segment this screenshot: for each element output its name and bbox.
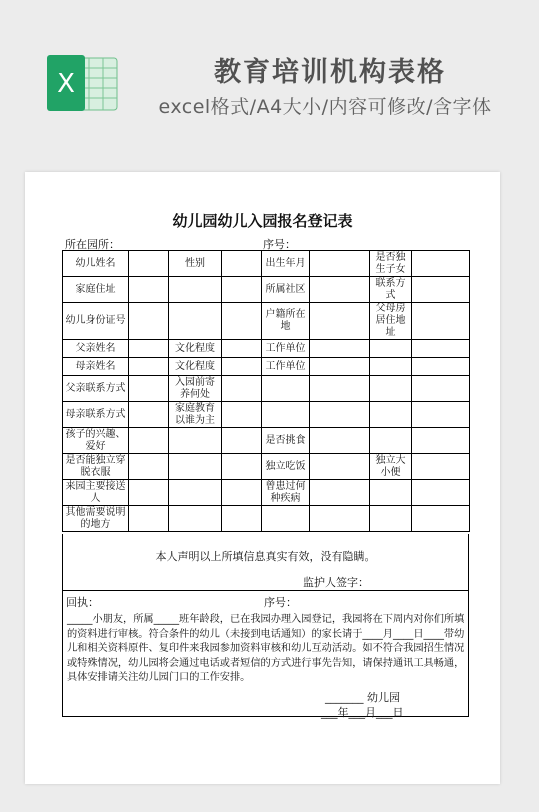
table-cell-blank[interactable] — [310, 454, 370, 480]
table-row — [63, 277, 470, 303]
table-cell-blank[interactable] — [310, 358, 370, 376]
table-cell-blank[interactable] — [222, 480, 262, 506]
table-cell-label: 幼儿姓名 — [63, 251, 129, 277]
table-cell-blank[interactable] — [412, 277, 470, 303]
table-cell-label: 家庭教育以谁为主 — [169, 402, 222, 428]
table-cell-blank[interactable] — [129, 402, 169, 428]
table-cell-blank[interactable] — [129, 340, 169, 358]
declaration-text: 本人声明以上所填信息真实有效，没有隐瞒。 — [155, 550, 376, 563]
table-row — [63, 428, 470, 454]
page-title: 教育培训机构表格 — [214, 57, 446, 88]
table-cell-label: 是否能独立穿脱衣服 — [63, 454, 129, 480]
excel-icon — [45, 52, 120, 114]
table-cell-blank[interactable] — [412, 454, 470, 480]
table-row — [63, 303, 470, 340]
table-cell-label: 工作单位 — [262, 358, 310, 376]
table-cell-blank[interactable] — [310, 277, 370, 303]
table-cell-blank[interactable] — [310, 376, 370, 402]
table-cell-blank[interactable] — [412, 428, 470, 454]
table-cell-blank[interactable] — [412, 340, 470, 358]
table-cell-label: 入园前寄养何处 — [169, 376, 222, 402]
table-cell-label: 是否独生子女 — [370, 251, 412, 277]
table-cell-blank[interactable] — [169, 454, 222, 480]
table-cell-blank[interactable] — [370, 402, 412, 428]
table-cell-blank[interactable] — [310, 340, 370, 358]
table-cell-blank[interactable] — [129, 376, 169, 402]
receipt-body: _____小朋友，所属_____班年龄段，已在我园办理入园登记，我园将在下周内对你们所填的资料进行审核。符合条件的幼儿（未接到电话通知）的家长请于____月____日____带幼儿和相关资料原件、复印件来我园参加资料审核和幼儿互动活动。如不符合我园招生情况或特殊情况，幼儿园将会通过电话或者短信的方式进行事先告知，请保持通讯工具畅通，具体安排请关注幼儿园门口的工作安排。 — [67, 614, 465, 683]
table-cell-label: 父母房居住地址 — [370, 303, 412, 340]
table-cell-blank[interactable] — [129, 428, 169, 454]
table-cell-blank[interactable] — [370, 506, 412, 532]
table-cell-blank[interactable] — [222, 251, 262, 277]
table-cell-label: 来园主要接送人 — [63, 480, 129, 506]
table-cell-blank[interactable] — [222, 358, 262, 376]
table-cell-blank[interactable] — [310, 428, 370, 454]
table-cell-label: 母亲联系方式 — [63, 402, 129, 428]
table-cell-blank[interactable] — [412, 303, 470, 340]
table-cell-blank[interactable] — [129, 480, 169, 506]
table-cell-label: 户籍所在地 — [262, 303, 310, 340]
table-cell-blank[interactable] — [310, 480, 370, 506]
table-cell-blank[interactable] — [262, 376, 310, 402]
table-cell-blank[interactable] — [129, 277, 169, 303]
table-cell-blank[interactable] — [370, 428, 412, 454]
table-row — [63, 376, 470, 402]
table-cell-label: 性别 — [169, 251, 222, 277]
table-cell-blank[interactable] — [129, 251, 169, 277]
table-cell-label: 文化程度 — [169, 340, 222, 358]
table-cell-blank[interactable] — [169, 277, 222, 303]
table-cell-blank[interactable] — [129, 358, 169, 376]
table-cell-label: 母亲姓名 — [63, 358, 129, 376]
table-cell-blank[interactable] — [222, 303, 262, 340]
table-cell-blank[interactable] — [169, 428, 222, 454]
table-cell-blank[interactable] — [412, 506, 470, 532]
table-cell-blank[interactable] — [169, 480, 222, 506]
table-cell-label: 父亲联系方式 — [63, 376, 129, 402]
table-cell-label: 曾患过何种疾病 — [262, 480, 310, 506]
table-row — [63, 506, 470, 532]
table-cell-label: 幼儿身份证号 — [63, 303, 129, 340]
table-cell-label: 出生年月 — [262, 251, 310, 277]
table-cell-label: 所属社区 — [262, 277, 310, 303]
table-cell-label: 工作单位 — [262, 340, 310, 358]
table-cell-blank[interactable] — [222, 376, 262, 402]
table-row — [63, 402, 470, 428]
table-cell-label: 其他需要说明的地方 — [63, 506, 129, 532]
table-cell-blank[interactable] — [310, 303, 370, 340]
table-cell-blank[interactable] — [222, 402, 262, 428]
guardian-signature-label: 监护人签字： — [303, 576, 369, 589]
receipt-org: _______ 幼儿园 — [325, 691, 400, 704]
table-row — [63, 480, 470, 506]
table-cell-blank[interactable] — [169, 506, 222, 532]
table-cell-blank[interactable] — [262, 506, 310, 532]
table-cell-blank[interactable] — [129, 454, 169, 480]
serial-label: 序号： — [263, 238, 296, 251]
table-cell-blank[interactable] — [262, 402, 310, 428]
page-subtitle: excel格式/A4大小/内容可修改/含字体 — [158, 96, 492, 118]
table-cell-label: 家庭住址 — [63, 277, 129, 303]
document-sheet — [25, 172, 500, 784]
table-cell-blank[interactable] — [412, 402, 470, 428]
table-cell-blank[interactable] — [370, 376, 412, 402]
receipt-label: 回执： — [66, 596, 99, 609]
table-cell-blank[interactable] — [370, 358, 412, 376]
table-row — [63, 340, 470, 358]
table-cell-blank[interactable] — [222, 454, 262, 480]
table-cell-label: 独立大小便 — [370, 454, 412, 480]
table-cell-blank[interactable] — [129, 506, 169, 532]
table-cell-label: 文化程度 — [169, 358, 222, 376]
table-cell-label: 联系方式 — [370, 277, 412, 303]
registration-table — [62, 250, 470, 532]
table-cell-blank[interactable] — [412, 480, 470, 506]
table-cell-blank[interactable] — [412, 358, 470, 376]
table-cell-label: 是否挑食 — [262, 428, 310, 454]
kindergarten-label: 所在园所： — [65, 238, 120, 251]
header-banner — [0, 0, 539, 170]
table-cell-label: 孩子的兴趣、爱好 — [63, 428, 129, 454]
table-cell-blank[interactable] — [310, 506, 370, 532]
excel-icon-letter: X — [57, 69, 75, 99]
table-row — [63, 358, 470, 376]
table-row — [63, 454, 470, 480]
table-cell-blank[interactable] — [169, 303, 222, 340]
table-cell-blank[interactable] — [129, 303, 169, 340]
table-cell-blank[interactable] — [222, 428, 262, 454]
table-cell-blank[interactable] — [412, 376, 470, 402]
table-cell-label: 独立吃饭 — [262, 454, 310, 480]
receipt-serial-label: 序号： — [264, 596, 297, 609]
table-cell-blank[interactable] — [370, 340, 412, 358]
table-cell-blank[interactable] — [310, 402, 370, 428]
declaration-box — [62, 534, 469, 591]
table-cell-blank[interactable] — [370, 480, 412, 506]
table-cell-blank[interactable] — [222, 506, 262, 532]
table-cell-label: 父亲姓名 — [63, 340, 129, 358]
receipt-box — [62, 590, 469, 717]
receipt-date: ___年___月___日 — [321, 706, 404, 719]
form-title: 幼儿园幼儿入园报名登记表 — [172, 212, 353, 230]
table-cell-blank[interactable] — [222, 340, 262, 358]
table-cell-blank[interactable] — [310, 251, 370, 277]
table-cell-blank[interactable] — [412, 251, 470, 277]
table-row — [63, 251, 470, 277]
table-cell-blank[interactable] — [222, 277, 262, 303]
